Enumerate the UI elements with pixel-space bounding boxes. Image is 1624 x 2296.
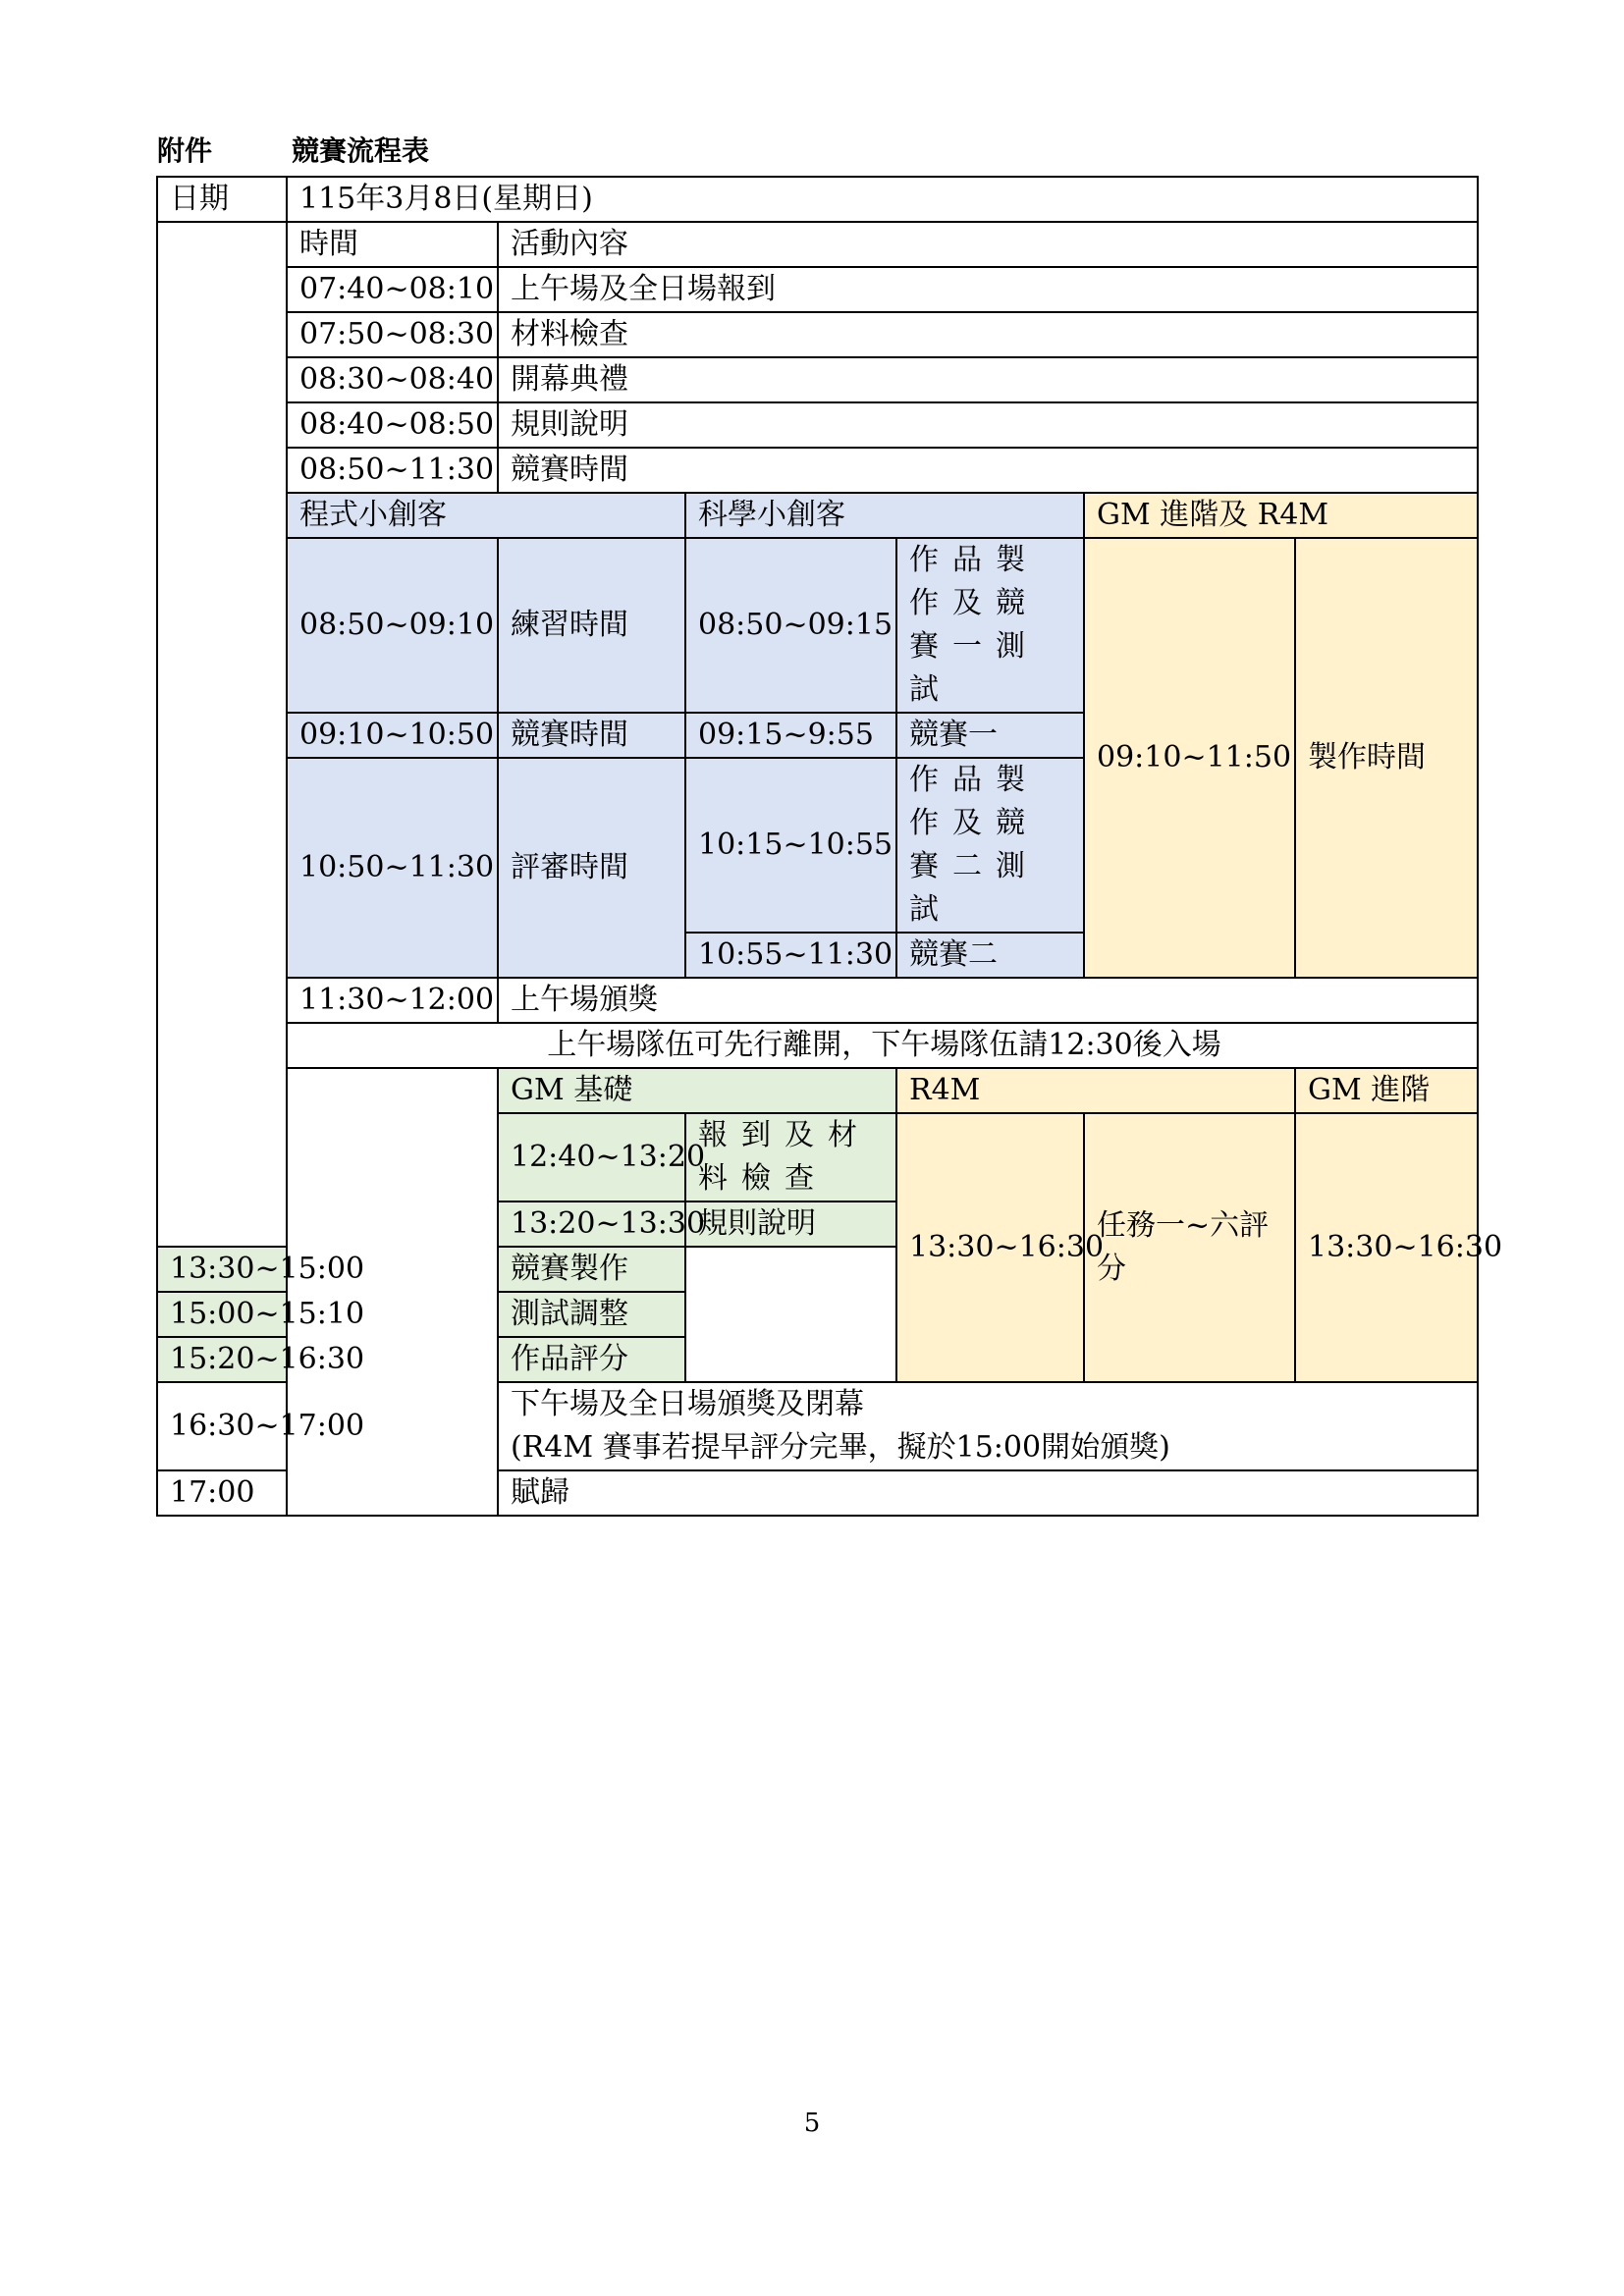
content-cell: 規則說明: [685, 1201, 896, 1247]
notice-cell: 上午場隊伍可先行離開，下午場隊伍請12:30後入場: [287, 1023, 1478, 1068]
content-cell: 競賽一: [896, 713, 1084, 758]
date-label: 日期: [157, 177, 287, 222]
time-cell: 09:10~10:50: [287, 713, 498, 758]
page-number: 5: [803, 2109, 821, 2138]
time-cell: 07:50~08:30: [287, 312, 498, 357]
content-cell: 規則說明: [498, 402, 1478, 448]
group-sci-header: 科學小創客: [685, 493, 1084, 538]
time-cell: 10:15~10:55: [685, 758, 896, 933]
content-cell: 開幕典禮: [498, 357, 1478, 402]
time-cell: 13:30~16:30: [1295, 1113, 1478, 1382]
group-gm-adv-r4m-header: GM 進階及 R4M: [1084, 493, 1478, 538]
table-row: [157, 312, 1478, 357]
time-cell: 09:10~11:50: [1084, 538, 1295, 978]
time-cell: 17:00: [157, 1470, 287, 1516]
time-cell: 08:40~08:50: [287, 402, 498, 448]
closing-line-1: 下午場及全日場頒獎及閉幕: [511, 1387, 864, 1421]
time-cell: 09:15~9:55: [685, 713, 896, 758]
date-value: 115年3月8日(星期日): [287, 177, 1478, 222]
table-row: [157, 357, 1478, 402]
group-gm-basic-header: GM 基礎: [498, 1068, 896, 1113]
time-cell: 08:50~09:15: [685, 538, 896, 713]
table-row: [157, 978, 1478, 1023]
header-time: 時間: [287, 222, 498, 267]
time-cell: 10:55~11:30: [685, 933, 896, 978]
table-row: [157, 493, 1478, 538]
table-row: [157, 1068, 1478, 1113]
time-cell: 13:30~16:30: [896, 1113, 1084, 1382]
table-row: [157, 222, 1478, 267]
time-cell: 07:40~08:10: [287, 267, 498, 312]
table-row: [157, 448, 1478, 493]
time-cell: 08:50~09:10: [287, 538, 498, 713]
time-cell: 10:50~11:30: [287, 758, 498, 978]
content-cell: 製作時間: [1295, 538, 1478, 978]
content-cell: 評審時間: [498, 758, 685, 978]
content-cell: 賦歸: [498, 1470, 1478, 1516]
time-cell: 08:30~08:40: [287, 357, 498, 402]
content-cell: 競賽二: [896, 933, 1084, 978]
group-prog-header: 程式小創客: [287, 493, 685, 538]
time-cell: 13:20~13:30: [498, 1201, 685, 1247]
content-cell: 作品製作及競賽二測試: [896, 758, 1084, 933]
content-cell: 競賽時間: [498, 448, 1478, 493]
time-cell: 15:20~16:30: [157, 1337, 287, 1382]
time-cell: 08:50~11:30: [287, 448, 498, 493]
table-row: [157, 177, 1478, 222]
table-row: [157, 267, 1478, 312]
content-cell: 作品製作及競賽一測試: [896, 538, 1084, 713]
time-cell: 15:00~15:10: [157, 1292, 287, 1337]
closing-content-cell: [498, 1382, 1478, 1470]
content-cell: 報到及材料檢查: [685, 1113, 896, 1201]
content-cell: 練習時間: [498, 538, 685, 713]
group-r4m-header: R4M: [896, 1068, 1295, 1113]
content-cell: 測試調整: [498, 1292, 685, 1337]
content-cell: 作品評分: [498, 1337, 685, 1382]
content-cell: 材料檢查: [498, 312, 1478, 357]
table-row: [157, 538, 1478, 713]
group-gm-adv-header: GM 進階: [1295, 1068, 1478, 1113]
heading-label: 附件: [157, 134, 213, 167]
table-row: [157, 1023, 1478, 1068]
heading-title: 競賽流程表: [292, 134, 430, 167]
content-cell: 上午場及全日場報到: [498, 267, 1478, 312]
table-row: [157, 402, 1478, 448]
time-cell: 13:30~15:00: [157, 1247, 287, 1292]
time-cell: 16:30~17:00: [157, 1382, 287, 1470]
content-cell: 任務一~六評分: [1084, 1113, 1295, 1382]
morning-side-cell: [157, 222, 287, 1247]
content-cell: 競賽製作: [498, 1247, 685, 1292]
closing-line-2: (R4M 賽事若提早評分完畢，擬於15:00開始頒獎): [511, 1430, 1170, 1465]
document-heading: [157, 130, 430, 169]
content-cell: 競賽時間: [498, 713, 685, 758]
afternoon-side-cell: [287, 1068, 498, 1516]
header-content: 活動內容: [498, 222, 1478, 267]
schedule-table: [156, 176, 1503, 1517]
content-cell: 上午場頒獎: [498, 978, 1478, 1023]
time-cell: 12:40~13:20: [498, 1113, 685, 1201]
time-cell: 11:30~12:00: [287, 978, 498, 1023]
